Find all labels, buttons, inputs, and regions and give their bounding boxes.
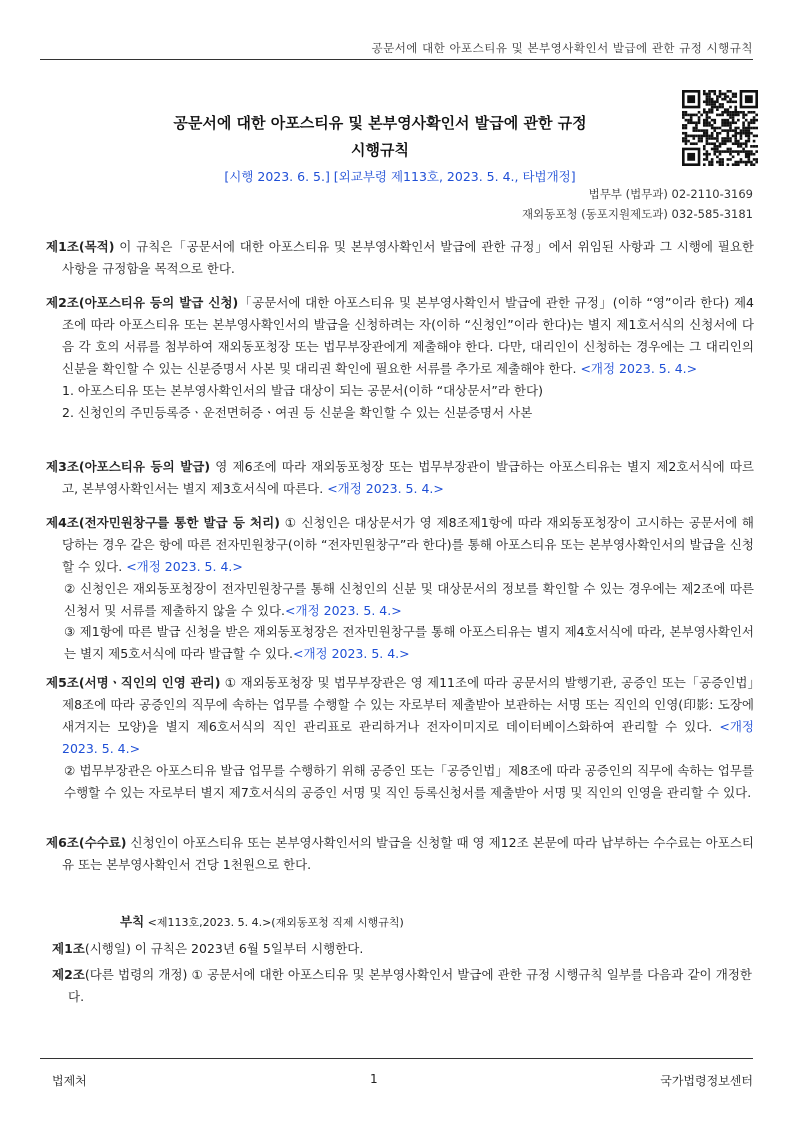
contact-line-1: 법무부 (법무과) 02-2110-3169 <box>588 187 753 201</box>
amendment-note: <개정 2023. 5. 4.> <box>292 645 410 661</box>
article-text: ① 재외동포청장 및 법무부장관은 영 제11조에 따라 공문서의 발행기관, 공증인 또는「공증인법」제8조에 따라 공증인의 직무에 속하는 업무를 수행할 수 있는 자로부터 제출받아 보관하는 서명 또는 직인의 인영(印影: 도장에 새겨지는 모양)을 별지 제6호서식의 직인 관리표로 관리하거나 전자이미지로 데이터베이스화하여 관리할 수 있다. <box>62 675 754 734</box>
article-heading: (서명ㆍ직인의 인영 관리) <box>78 675 221 690</box>
article-heading: (아포스티유 등의 발급 신청) <box>78 295 239 310</box>
article-heading: (전자민원창구를 통한 발급 등 처리) <box>78 515 280 530</box>
article-text: 영 제6조에 따라 재외동포청장 또는 법무부장관이 발급하는 아포스티유는 별지 제2호서식에 따르고, 본부영사확인서는 별지 제3호서식에 따른다. <box>62 459 754 496</box>
footer-rule <box>40 1058 753 1059</box>
qr-code-icon <box>682 90 758 166</box>
article-5 <box>46 672 754 803</box>
article-number: 제6조 <box>46 835 79 850</box>
list-item: 1. 아포스티유 또는 본부영사확인서의 발급 대상이 되는 공문서(이하 “대상문서”라 한다) <box>62 383 543 398</box>
article-heading: (목적) <box>78 239 115 254</box>
footer-left: 법제처 <box>52 1074 87 1088</box>
paragraph-2: ② 법무부장관은 아포스티유 발급 업무를 수행하기 위해 공증인 또는「공증인법」제8조에 따라 공증인의 직무에 속하는 업무를 수행할 수 있는 자로부터 별지 제7호서식의 공증인 서명 및 직인 등록신청서를 제출받아 서명 및 직인의 인영을 관리할 수 있다. <box>64 763 754 800</box>
amendment-note: <개정 2023. 5. 4.> <box>327 481 444 496</box>
title-line-2: 시행규칙 <box>351 141 409 159</box>
article-number: 제4조 <box>46 515 79 530</box>
amendment-note: <개정 2023. 5. 4.> <box>580 361 698 376</box>
article-3 <box>46 456 754 500</box>
addenda-article-2: 제2조(다른 법령의 개정) ① 공문서에 대한 아포스티유 및 본부영사확인서 발급에 관한 규정 시행규칙 일부를 다음과 같이 개정한다. <box>52 967 752 1004</box>
page-number: 1 <box>370 1072 378 1086</box>
article-text: 신청인이 아포스티유 또는 본부영사확인서의 발급을 신청할 때 영 제12조 본문에 따라 납부하는 수수료는 아포스티유 또는 본부영사확인서 건당 1천원으로 한다. <box>62 835 754 872</box>
header-rule <box>40 59 753 60</box>
document-title <box>110 110 650 164</box>
addenda-note: <제113호,2023. 5. 4.>(재외동포청 직제 시행규칙) <box>144 916 404 929</box>
article-4 <box>46 512 754 664</box>
article-heading: (수수료) <box>78 835 127 850</box>
amendment-note: <개정 2023. 5. 4.> <box>62 719 754 756</box>
article-2 <box>46 292 754 423</box>
contact-line-2: 재외동포청 (동포지원제도과) 032-585-3181 <box>521 207 753 221</box>
title-line-1: 공문서에 대한 아포스티유 및 본부영사확인서 발급에 관한 규정 <box>173 114 587 132</box>
article-text: ① 신청인은 대상문서가 영 제8조제1항에 따라 재외동포청장이 고시하는 공문서에 해당하는 경우 같은 항에 따른 전자민원창구(이하 “전자민원창구”라 한다)를 통해 아포스티유 또는 본부영사확인서의 발급을 신청할 수 있다. <box>62 515 755 574</box>
paragraph-3: ③ 제1항에 따른 발급 신청을 받은 재외동포청장은 전자민원창구를 통해 아포스티유는 별지 제4호서식에 따라, 본부영사확인서는 별지 제5호서식에 따라 발급할 수 있다.<개정 2023. 5. 4.> <box>64 624 754 661</box>
addenda-article-1: 제1조(시행일) 이 규칙은 2023년 6월 5일부터 시행한다. <box>52 941 364 956</box>
article-number: 제1조 <box>46 239 79 254</box>
running-header: 공문서에 대한 아포스티유 및 본부영사확인서 발급에 관한 규정 시행규칙 <box>371 41 753 55</box>
footer-right: 국가법령정보센터 <box>660 1074 753 1088</box>
article-heading: (아포스티유 등의 발급) <box>78 459 211 474</box>
article-text: 「공문서에 대한 아포스티유 및 본부영사확인서 발급에 관한 규정」(이하 “영”이라 한다) 제4조에 따라 아포스티유 또는 본부영사확인서의 발급을 신청하려는 자(이하 “신청인”이라 한다)는 별지 제1호서식의 신청서에 다음 각 호의 서류를 첨부하여 재외동포청장 또는 법무부장관에게 제출해야 한다. 다만, 대리인이 신청하는 경우에는 그 대리인의 신분을 확인할 수 있는 신분증명서 사본 및 대리권 확인에 필요한 서류를 추가로 제출해야 한다. <box>62 295 754 376</box>
list-item: 2. 신청인의 주민등록증ㆍ운전면허증ㆍ여권 등 신분을 확인할 수 있는 신분증명서 사본 <box>62 404 533 420</box>
article-1 <box>46 236 754 280</box>
amendment-note: <개정 2023. 5. 4.> <box>285 602 402 618</box>
enforcement-info: [시행 2023. 6. 5.] [외교부령 제113호, 2023. 5. 4., 타법개정] <box>224 169 576 184</box>
article-number: 제2조 <box>46 295 79 310</box>
amendment-note: <개정 2023. 5. 4.> <box>126 559 243 574</box>
article-number: 제3조 <box>46 459 79 474</box>
article-number: 제5조 <box>46 675 79 690</box>
article-6 <box>46 832 754 876</box>
article-text: 이 규칙은「공문서에 대한 아포스티유 및 본부영사확인서 발급에 관한 규정」에서 위임된 사항과 그 시행에 필요한 사항을 규정함을 목적으로 한다. <box>62 239 754 276</box>
paragraph-2: ② 신청인은 재외동포청장이 전자민원창구를 통해 신청인의 신분 및 대상문서의 정보를 확인할 수 있는 경우에는 제2조에 따른 신청서 및 서류를 제출하지 않을 수 있다.<개정 2023. 5. 4.> <box>64 581 754 618</box>
addenda-heading: 부칙 <제113호,2023. 5. 4.>(재외동포청 직제 시행규칙) <box>120 914 404 929</box>
